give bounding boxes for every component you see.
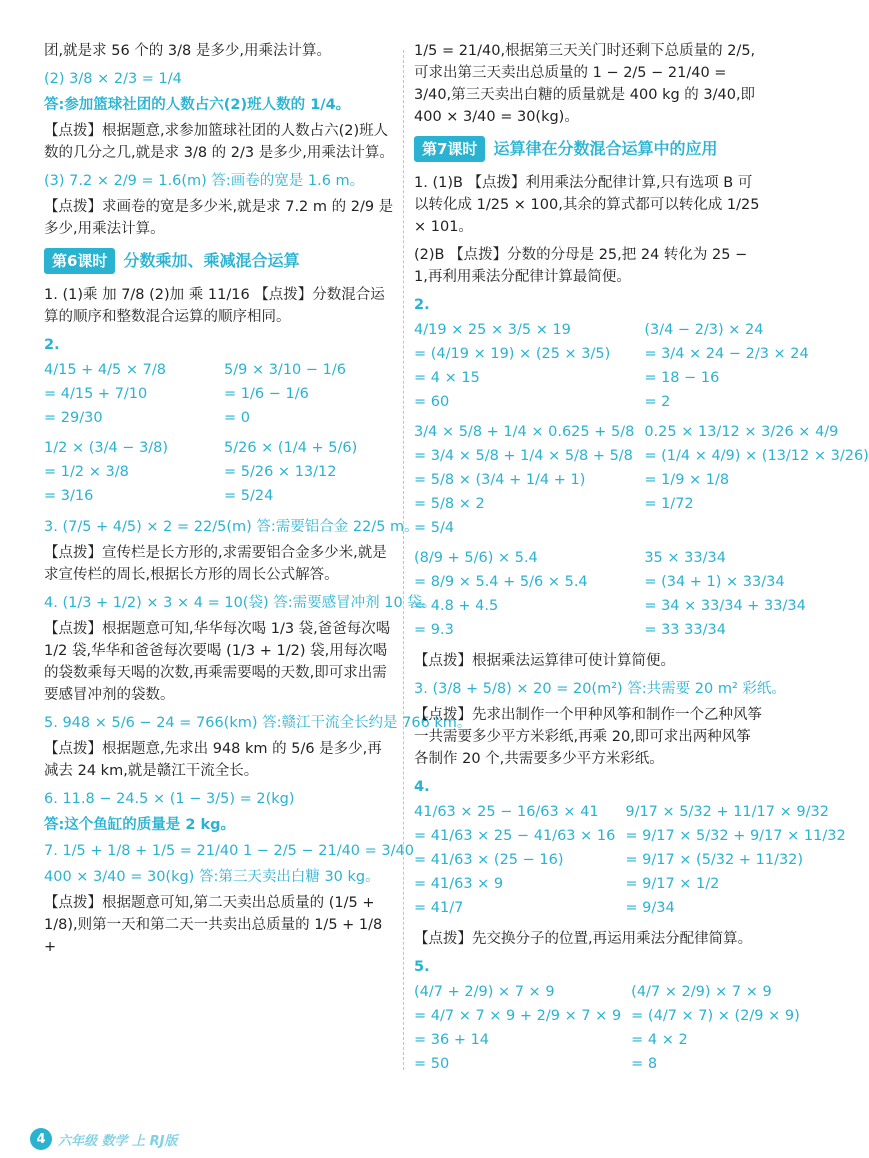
calc-block bbox=[414, 546, 634, 642]
lesson-title: 分数乘加、乘减混合运算 bbox=[123, 251, 300, 270]
calc-step: 3/4 × 5/8 + 1/4 × 0.625 + 5/8 bbox=[414, 424, 635, 440]
tip-paragraph: 【点拨】根据乘法运算律可使计算简便。 bbox=[414, 653, 675, 669]
calc-block bbox=[414, 800, 615, 920]
calc-step: = 50 bbox=[414, 1056, 450, 1072]
answer-line: 答:参加篮球社团的人数占六(2)班人数的 1/4。 bbox=[44, 97, 351, 113]
calc-step: = 41/63 × 25 − 41/63 × 16 bbox=[414, 828, 616, 844]
question-number: 2. bbox=[414, 297, 430, 313]
calc-step: = 3/4 × 5/8 + 1/4 × 5/8 + 5/8 bbox=[414, 448, 633, 464]
question-4 bbox=[414, 776, 846, 920]
calc-step: = 29/30 bbox=[44, 410, 103, 426]
question-5: 5. 948 × 5/6 − 24 = 766(km) 答:赣江干流全长约是 766 km。 bbox=[44, 715, 472, 731]
calc-grid bbox=[44, 358, 394, 508]
calc-block bbox=[414, 980, 621, 1076]
calc-block bbox=[631, 980, 800, 1076]
question-number: 2. bbox=[44, 337, 60, 353]
calc-block bbox=[44, 358, 214, 430]
calc-step: = 34 × 33/34 + 33/34 bbox=[644, 598, 806, 614]
calc-step: = 1/9 × 1/8 bbox=[644, 472, 730, 488]
calc-step: = 18 − 16 bbox=[644, 370, 720, 386]
calc-step: 5/9 × 3/10 − 1/6 bbox=[224, 362, 346, 378]
calc-step: 5/26 × (1/4 + 5/6) bbox=[224, 440, 358, 456]
page-number: 4 bbox=[30, 1128, 52, 1150]
calc-step: = 1/6 − 1/6 bbox=[224, 386, 309, 402]
question-number: 5. bbox=[414, 959, 430, 975]
answer-line: (2) 3/8 × 2/3 = 1/4 bbox=[44, 71, 182, 87]
question-5 bbox=[414, 956, 800, 1076]
calc-step: = (4/19 × 19) × (25 × 3/5) bbox=[414, 346, 611, 362]
calc-step: (3/4 − 2/3) × 24 bbox=[644, 322, 764, 338]
tip-paragraph: 【点拨】先交换分子的位置,再运用乘法分配律简算。 bbox=[414, 931, 753, 947]
calc-step: = (4/7 × 7) × (2/9 × 9) bbox=[631, 1008, 800, 1024]
question-3: 3. (3/8 + 5/8) × 20 = 20(m²) 答:共需要 20 m² 彩纸。 bbox=[414, 681, 786, 697]
calc-step: = 9/17 × 1/2 bbox=[625, 876, 720, 892]
answer-line: 400 × 3/40 = 30(kg) 答:第三天卖出白糖 30 kg。 bbox=[44, 869, 380, 885]
calc-step: = (1/4 × 4/9) × (13/12 × 3/26) bbox=[644, 448, 869, 464]
calc-step: 9/17 × 5/32 + 11/17 × 9/32 bbox=[625, 804, 829, 820]
tip-paragraph: 【点拨】根据题意,先求出 948 km 的 5/6 是多少,再减去 24 km,就是赣江干流全长。 bbox=[44, 741, 382, 779]
calc-step: = 5/8 × 2 bbox=[414, 496, 485, 512]
calc-step: (8/9 + 5/6) × 5.4 bbox=[414, 550, 538, 566]
calc-step: = 41/63 × (25 − 16) bbox=[414, 852, 564, 868]
calc-step: (4/7 × 2/9) × 7 × 9 bbox=[631, 984, 772, 1000]
calc-block bbox=[224, 436, 394, 508]
calc-step: = 3/4 × 24 − 2/3 × 24 bbox=[644, 346, 809, 362]
calc-step: = 2 bbox=[644, 394, 671, 410]
calc-grid bbox=[414, 800, 846, 920]
calc-step: = 4/7 × 7 × 9 + 2/9 × 7 × 9 bbox=[414, 1008, 622, 1024]
text-line: 团,就是求 56 个的 3/8 是多少,用乘法计算。 bbox=[44, 43, 331, 59]
lesson-tag: 第7课时 bbox=[414, 136, 485, 162]
question-1: 1. (1)B 【点拨】利用乘法分配律计算,只有选项 B 可以转化成 1/25 × 100,其余的算式都可以转化成 1/25 × 101。 bbox=[414, 175, 760, 235]
answer-line: 答:这个鱼缸的质量是 2 kg。 bbox=[44, 817, 236, 833]
calc-step: = 3/16 bbox=[44, 488, 94, 504]
calc-step: = 9/17 × 5/32 + 9/17 × 11/32 bbox=[625, 828, 846, 844]
calc-block bbox=[644, 546, 869, 642]
calc-grid bbox=[414, 980, 800, 1076]
calc-step: = 5/26 × 13/12 bbox=[224, 464, 337, 480]
question-7: 7. 1/5 + 1/8 + 1/5 = 21/40 1 − 2/5 − 21/40 = 3/40 bbox=[44, 843, 414, 859]
tip-paragraph: 【点拨】根据题意,求参加篮球社团的人数占六(2)班人数的几分之几,就是求 3/8 的 2/3 是多少,用乘法计算。 bbox=[44, 123, 394, 161]
question-6: 6. 11.8 − 24.5 × (1 − 3/5) = 2(kg) bbox=[44, 791, 295, 807]
calc-step: = 9/17 × (5/32 + 11/32) bbox=[625, 852, 804, 868]
question-2 bbox=[414, 294, 869, 642]
calc-step: 1/2 × (3/4 − 3/8) bbox=[44, 440, 169, 456]
calc-step: 41/63 × 25 − 16/63 × 41 bbox=[414, 804, 599, 820]
calc-step: = 5/8 × (3/4 + 1/4 + 1) bbox=[414, 472, 586, 488]
calc-step: 4/15 + 4/5 × 7/8 bbox=[44, 362, 166, 378]
calc-step: (4/7 + 2/9) × 7 × 9 bbox=[414, 984, 555, 1000]
question-2 bbox=[44, 334, 394, 508]
calc-block bbox=[414, 318, 634, 414]
calc-step: = 4 × 2 bbox=[631, 1032, 688, 1048]
calc-block bbox=[44, 436, 214, 508]
right-column bbox=[414, 40, 869, 1084]
calc-step: = 4 × 15 bbox=[414, 370, 480, 386]
calc-step: = 60 bbox=[414, 394, 450, 410]
tip-paragraph: 【点拨】根据题意可知,第二天卖出总质量的 (1/5 + 1/8),则第一天和第二天一共卖出总质量的 1/5 + 1/8 + bbox=[44, 895, 383, 955]
lesson-title: 运算律在分数混合运算中的应用 bbox=[493, 139, 718, 158]
calc-block bbox=[625, 800, 845, 920]
tip-paragraph: 【点拨】宣传栏是长方形的,求需要铝合金多少米,就是求宣传栏的周长,根据长方形的周长公式解答。 bbox=[44, 545, 387, 583]
calc-step: = 4/15 + 7/10 bbox=[44, 386, 148, 402]
calc-step: = 8 bbox=[631, 1056, 658, 1072]
question-1: 1. (1)乘 加 7/8 (2)加 乘 11/16 【点拨】分数混合运算的顺序和整数混合运算的顺序相同。 bbox=[44, 287, 385, 325]
calc-block bbox=[224, 358, 394, 430]
calc-step: = 5/24 bbox=[224, 488, 274, 504]
calc-grid bbox=[414, 318, 869, 642]
calc-step: 35 × 33/34 bbox=[644, 550, 726, 566]
calc-step: 4/19 × 25 × 3/5 × 19 bbox=[414, 322, 571, 338]
calc-step: = 5/4 bbox=[414, 520, 455, 536]
calc-step: = 33 33/34 bbox=[644, 622, 726, 638]
question-number: 4. bbox=[414, 779, 430, 795]
calc-block bbox=[644, 420, 869, 540]
tip-paragraph: 【点拨】先求出制作一个甲种风筝和制作一个乙种风筝一共需要多少平方米彩纸,再乘 20,即可求出两种风筝各制作 20 个,共需要多少平方米彩纸。 bbox=[414, 707, 762, 767]
calc-step: 0.25 × 13/12 × 3/26 × 4/9 bbox=[644, 424, 839, 440]
lesson-heading bbox=[414, 136, 764, 162]
calc-step: = 36 + 14 bbox=[414, 1032, 490, 1048]
footer-label: 六年级 数学 上 RJ版 bbox=[58, 1133, 178, 1149]
calc-step: = 9.3 bbox=[414, 622, 454, 638]
page-footer bbox=[30, 1128, 177, 1150]
lesson-tag: 第6课时 bbox=[44, 248, 115, 274]
column-divider bbox=[403, 50, 404, 1070]
calc-step: = 4.8 + 4.5 bbox=[414, 598, 499, 614]
tip-paragraph: 【点拨】求画卷的宽是多少米,就是求 7.2 m 的 2/9 是多少,用乘法计算。 bbox=[44, 199, 394, 237]
lesson-heading bbox=[44, 248, 394, 274]
calc-step: = 9/34 bbox=[625, 900, 675, 916]
calc-step: = 41/7 bbox=[414, 900, 464, 916]
calc-block bbox=[414, 420, 634, 540]
calc-step: = 8/9 × 5.4 + 5/6 × 5.4 bbox=[414, 574, 588, 590]
answer-line: (3) 7.2 × 2/9 = 1.6(m) 答:画卷的宽是 1.6 m。 bbox=[44, 173, 365, 189]
tip-paragraph: 【点拨】根据题意可知,华华每次喝 1/3 袋,爸爸每次喝 1/2 袋,华华和爸爸每次要喝 (1/3 + 1/2) 袋,用每次喝的袋数乘每天喝的次数,再乘需要喝的天数,即可求出需要感冒冲剂的袋数。 bbox=[44, 621, 391, 703]
calc-step: = 0 bbox=[224, 410, 250, 426]
calc-step: = 1/72 bbox=[644, 496, 694, 512]
calc-step: = (34 + 1) × 33/34 bbox=[644, 574, 785, 590]
calc-step: = 41/63 × 9 bbox=[414, 876, 504, 892]
text-paragraph: 1/5 = 21/40,根据第三天关门时还剩下总质量的 2/5,可求出第三天卖出总质量的 1 − 2/5 − 21/40 = 3/40,第三天卖出白糖的质量就是 400 kg 的 3/40,即 400 × 3/40 = 30(kg)。 bbox=[414, 43, 756, 125]
calc-block bbox=[644, 318, 869, 414]
question-3: 3. (7/5 + 4/5) × 2 = 22/5(m) 答:需要铝合金 22/5 m。 bbox=[44, 519, 419, 535]
question-4: 4. (1/3 + 1/2) × 3 × 4 = 10(袋) 答:需要感冒冲剂 10 袋。 bbox=[44, 595, 437, 611]
question-1-part-2: (2)B 【点拨】分数的分母是 25,把 24 转化为 25 − 1,再利用乘法分配律计算最简便。 bbox=[414, 247, 748, 285]
calc-step: = 1/2 × 3/8 bbox=[44, 464, 129, 480]
